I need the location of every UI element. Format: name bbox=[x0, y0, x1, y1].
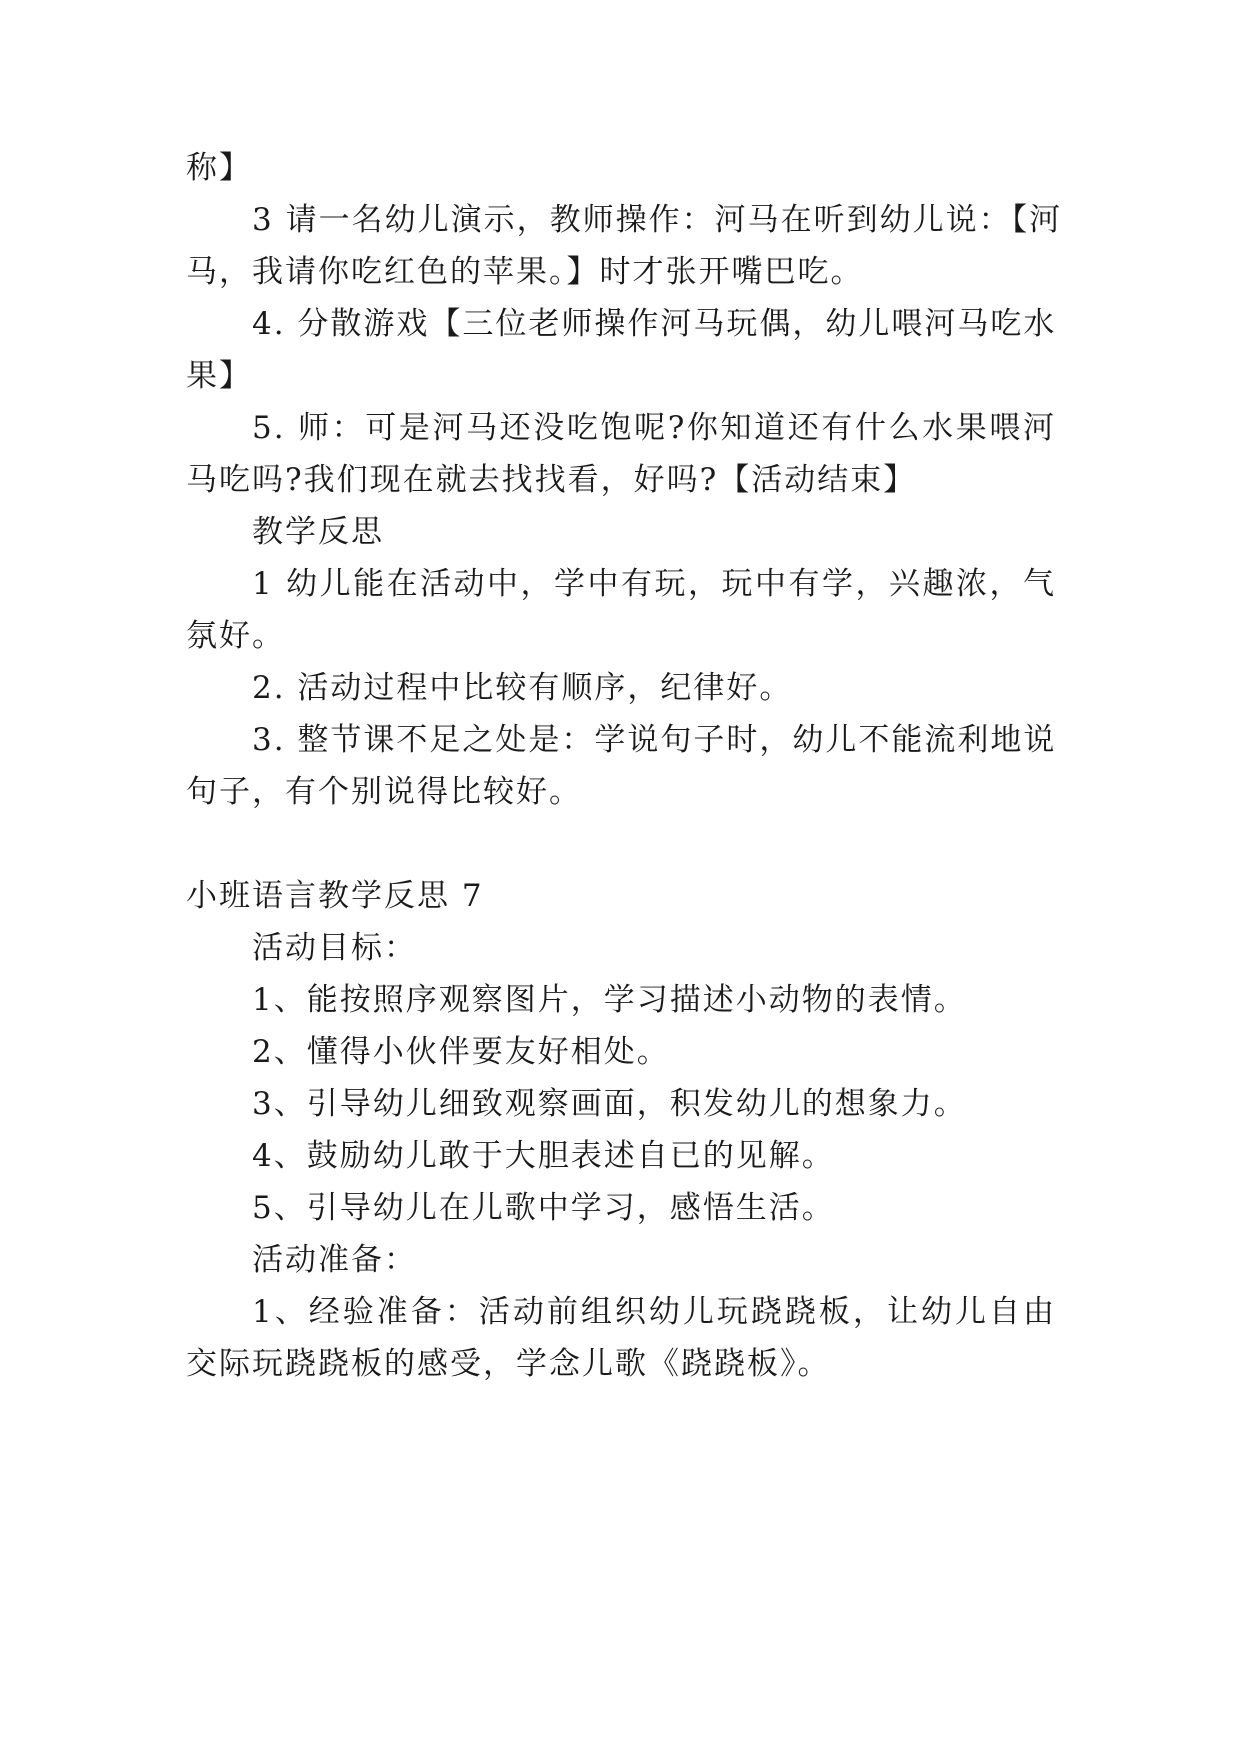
text-line: 马，我请你吃红色的苹果。】时才张开嘴巴吃。 bbox=[186, 254, 864, 290]
text-line: 称】 bbox=[186, 150, 252, 186]
text-line: 2. 活动过程中比较有顺序，纪律好。 bbox=[252, 670, 793, 706]
text-line: 5. 师：可是河马还没吃饱呢?你知道还有什么水果喂河 bbox=[252, 410, 1056, 446]
text-line: 果】 bbox=[186, 358, 252, 394]
section-heading: 活动准备： bbox=[252, 1242, 417, 1278]
text-line: 1 幼儿能在活动中，学中有玩，玩中有学，兴趣浓，气 bbox=[252, 566, 1056, 602]
list-item: 4、鼓励幼儿敢于大胆表述自已的见解。 bbox=[252, 1138, 835, 1174]
text-line: 句子，有个别说得比较好。 bbox=[186, 774, 582, 810]
list-item: 1、能按照序观察图片，学习描述小动物的表情。 bbox=[252, 982, 967, 1018]
section-heading: 教学反思 bbox=[252, 514, 384, 550]
text-line: 马吃吗?我们现在就去找找看，好吗?【活动结束】 bbox=[186, 462, 917, 498]
text-line: 3. 整节课不足之处是：学说句子时，幼儿不能流利地说 bbox=[252, 722, 1057, 758]
list-item: 1、经验准备：活动前组织幼儿玩跷跷板，让幼儿自由 bbox=[252, 1294, 1056, 1330]
text-line: 氛好。 bbox=[186, 618, 285, 654]
list-item: 3、引导幼儿细致观察画面，积发幼儿的想象力。 bbox=[252, 1086, 967, 1122]
text-line: 交际玩跷跷板的感受，学念儿歌《跷跷板》。 bbox=[186, 1346, 831, 1382]
text-line: 4. 分散游戏【三位老师操作河马玩偶，幼儿喂河马吃水 bbox=[252, 306, 1057, 342]
section-heading: 活动目标： bbox=[252, 930, 417, 966]
text-line: 3 请一名幼儿演示，教师操作：河马在听到幼儿说：【河 bbox=[252, 202, 1063, 238]
list-item: 2、懂得小伙伴要友好相处。 bbox=[252, 1034, 670, 1070]
section-title: 小班语言教学反思 7 bbox=[186, 878, 484, 914]
list-item: 5、引导幼儿在儿歌中学习，感悟生活。 bbox=[252, 1190, 835, 1226]
